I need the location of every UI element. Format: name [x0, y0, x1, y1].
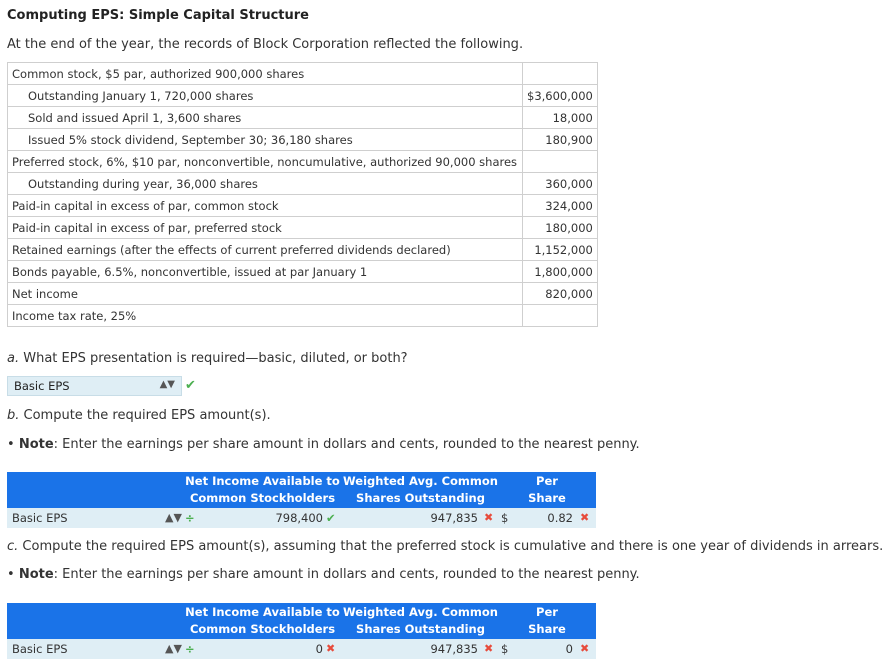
- per-share-input[interactable]: 0.82: [547, 511, 573, 525]
- row-value: 1,152,000: [523, 239, 598, 261]
- row-label: Basic EPS: [12, 511, 68, 525]
- select-arrows-icon: ▲▼: [159, 379, 175, 390]
- x-icon: ✖: [580, 642, 590, 655]
- eps-row-b: [7, 508, 596, 528]
- table-row: [8, 107, 598, 129]
- table-row: [8, 283, 598, 305]
- row-value: 180,900: [523, 129, 598, 151]
- row-label: Net income: [8, 283, 523, 305]
- header-per-share: Per Share: [528, 605, 566, 636]
- shares-input[interactable]: 947,835: [430, 642, 478, 656]
- row-label: Sold and issued April 1, 3,600 shares: [8, 107, 523, 129]
- operator-select[interactable]: ▲▼: [165, 642, 182, 655]
- divide-icon: ÷: [185, 511, 195, 525]
- currency-symbol: $: [501, 511, 509, 525]
- row-value: 1,800,000: [523, 261, 598, 283]
- question-b: b. Compute the required EPS amount(s).: [7, 408, 271, 423]
- header-shares: Weighted Avg. Common Shares Outstanding: [343, 605, 498, 636]
- row-label: Issued 5% stock dividend, September 30; 36,180 shares: [8, 129, 523, 151]
- table-row: [8, 85, 598, 107]
- row-value: [523, 151, 598, 173]
- table-row: [8, 305, 598, 327]
- table-row: [8, 217, 598, 239]
- page-title: Computing EPS: Simple Capital Structure: [7, 8, 309, 23]
- table-row: [8, 239, 598, 261]
- row-value: 820,000: [523, 283, 598, 305]
- table-row: [8, 173, 598, 195]
- row-label: Paid-in capital in excess of par, preferred stock: [8, 217, 523, 239]
- row-label: Basic EPS: [12, 642, 68, 656]
- row-value: $3,600,000: [523, 85, 598, 107]
- table-row: [8, 195, 598, 217]
- row-value: 18,000: [523, 107, 598, 129]
- currency-symbol: $: [501, 642, 509, 656]
- table-row: [8, 63, 598, 85]
- table-header-b: [7, 472, 596, 508]
- x-icon: ✖: [484, 642, 494, 655]
- row-label: Preferred stock, 6%, $10 par, nonconvertible, noncumulative, authorized 90,000 shares: [8, 151, 523, 173]
- x-icon: ✖: [580, 511, 590, 524]
- row-value: [523, 63, 598, 85]
- header-per-share: Per Share: [528, 474, 566, 505]
- x-icon: ✖: [326, 642, 336, 655]
- eps-presentation-select[interactable]: Basic EPS ▲▼: [7, 376, 182, 396]
- divide-icon: ÷: [185, 642, 195, 656]
- note-b: • Note: Enter the earnings per share amount in dollars and cents, rounded to the nearest penny.: [7, 437, 640, 452]
- row-label: Common stock, $5 par, authorized 900,000 shares: [8, 63, 523, 85]
- check-icon: ✔: [185, 378, 196, 393]
- row-label: Bonds payable, 6.5%, nonconvertible, issued at par January 1: [8, 261, 523, 283]
- row-label: Outstanding during year, 36,000 shares: [8, 173, 523, 195]
- table-row: [8, 151, 598, 173]
- row-value: 324,000: [523, 195, 598, 217]
- intro-text: At the end of the year, the records of Block Corporation reflected the following.: [7, 37, 524, 52]
- check-icon: ✔: [326, 511, 336, 525]
- table-row: [8, 261, 598, 283]
- eps-row-c: [7, 639, 596, 659]
- net-income-input[interactable]: 798,400: [275, 511, 323, 525]
- shares-input[interactable]: 947,835: [430, 511, 478, 525]
- data-table: [7, 62, 598, 327]
- row-label: Paid-in capital in excess of par, common stock: [8, 195, 523, 217]
- row-label: Income tax rate, 25%: [8, 305, 523, 327]
- header-shares: Weighted Avg. Common Shares Outstanding: [343, 474, 498, 505]
- row-value: [523, 305, 598, 327]
- row-value: 180,000: [523, 217, 598, 239]
- row-label: Retained earnings (after the effects of current preferred dividends declared): [8, 239, 523, 261]
- row-value: 360,000: [523, 173, 598, 195]
- row-label: Outstanding January 1, 720,000 shares: [8, 85, 523, 107]
- table-row: [8, 129, 598, 151]
- operator-select[interactable]: ▲▼: [165, 511, 182, 524]
- x-icon: ✖: [484, 511, 494, 524]
- net-income-input[interactable]: 0: [315, 642, 323, 656]
- note-c: • Note: Enter the earnings per share amount in dollars and cents, rounded to the nearest penny.: [7, 567, 640, 582]
- header-net-income: Net Income Available to Common Stockholders: [185, 474, 340, 505]
- per-share-input[interactable]: 0: [565, 642, 573, 656]
- question-c: c. Compute the required EPS amount(s), assuming that the preferred stock is cumulative and there is one year of dividends in arrears.: [7, 539, 884, 554]
- header-net-income: Net Income Available to Common Stockholders: [185, 605, 340, 636]
- question-a: a. What EPS presentation is required—basic, diluted, or both?: [7, 351, 408, 366]
- table-header-c: [7, 603, 596, 639]
